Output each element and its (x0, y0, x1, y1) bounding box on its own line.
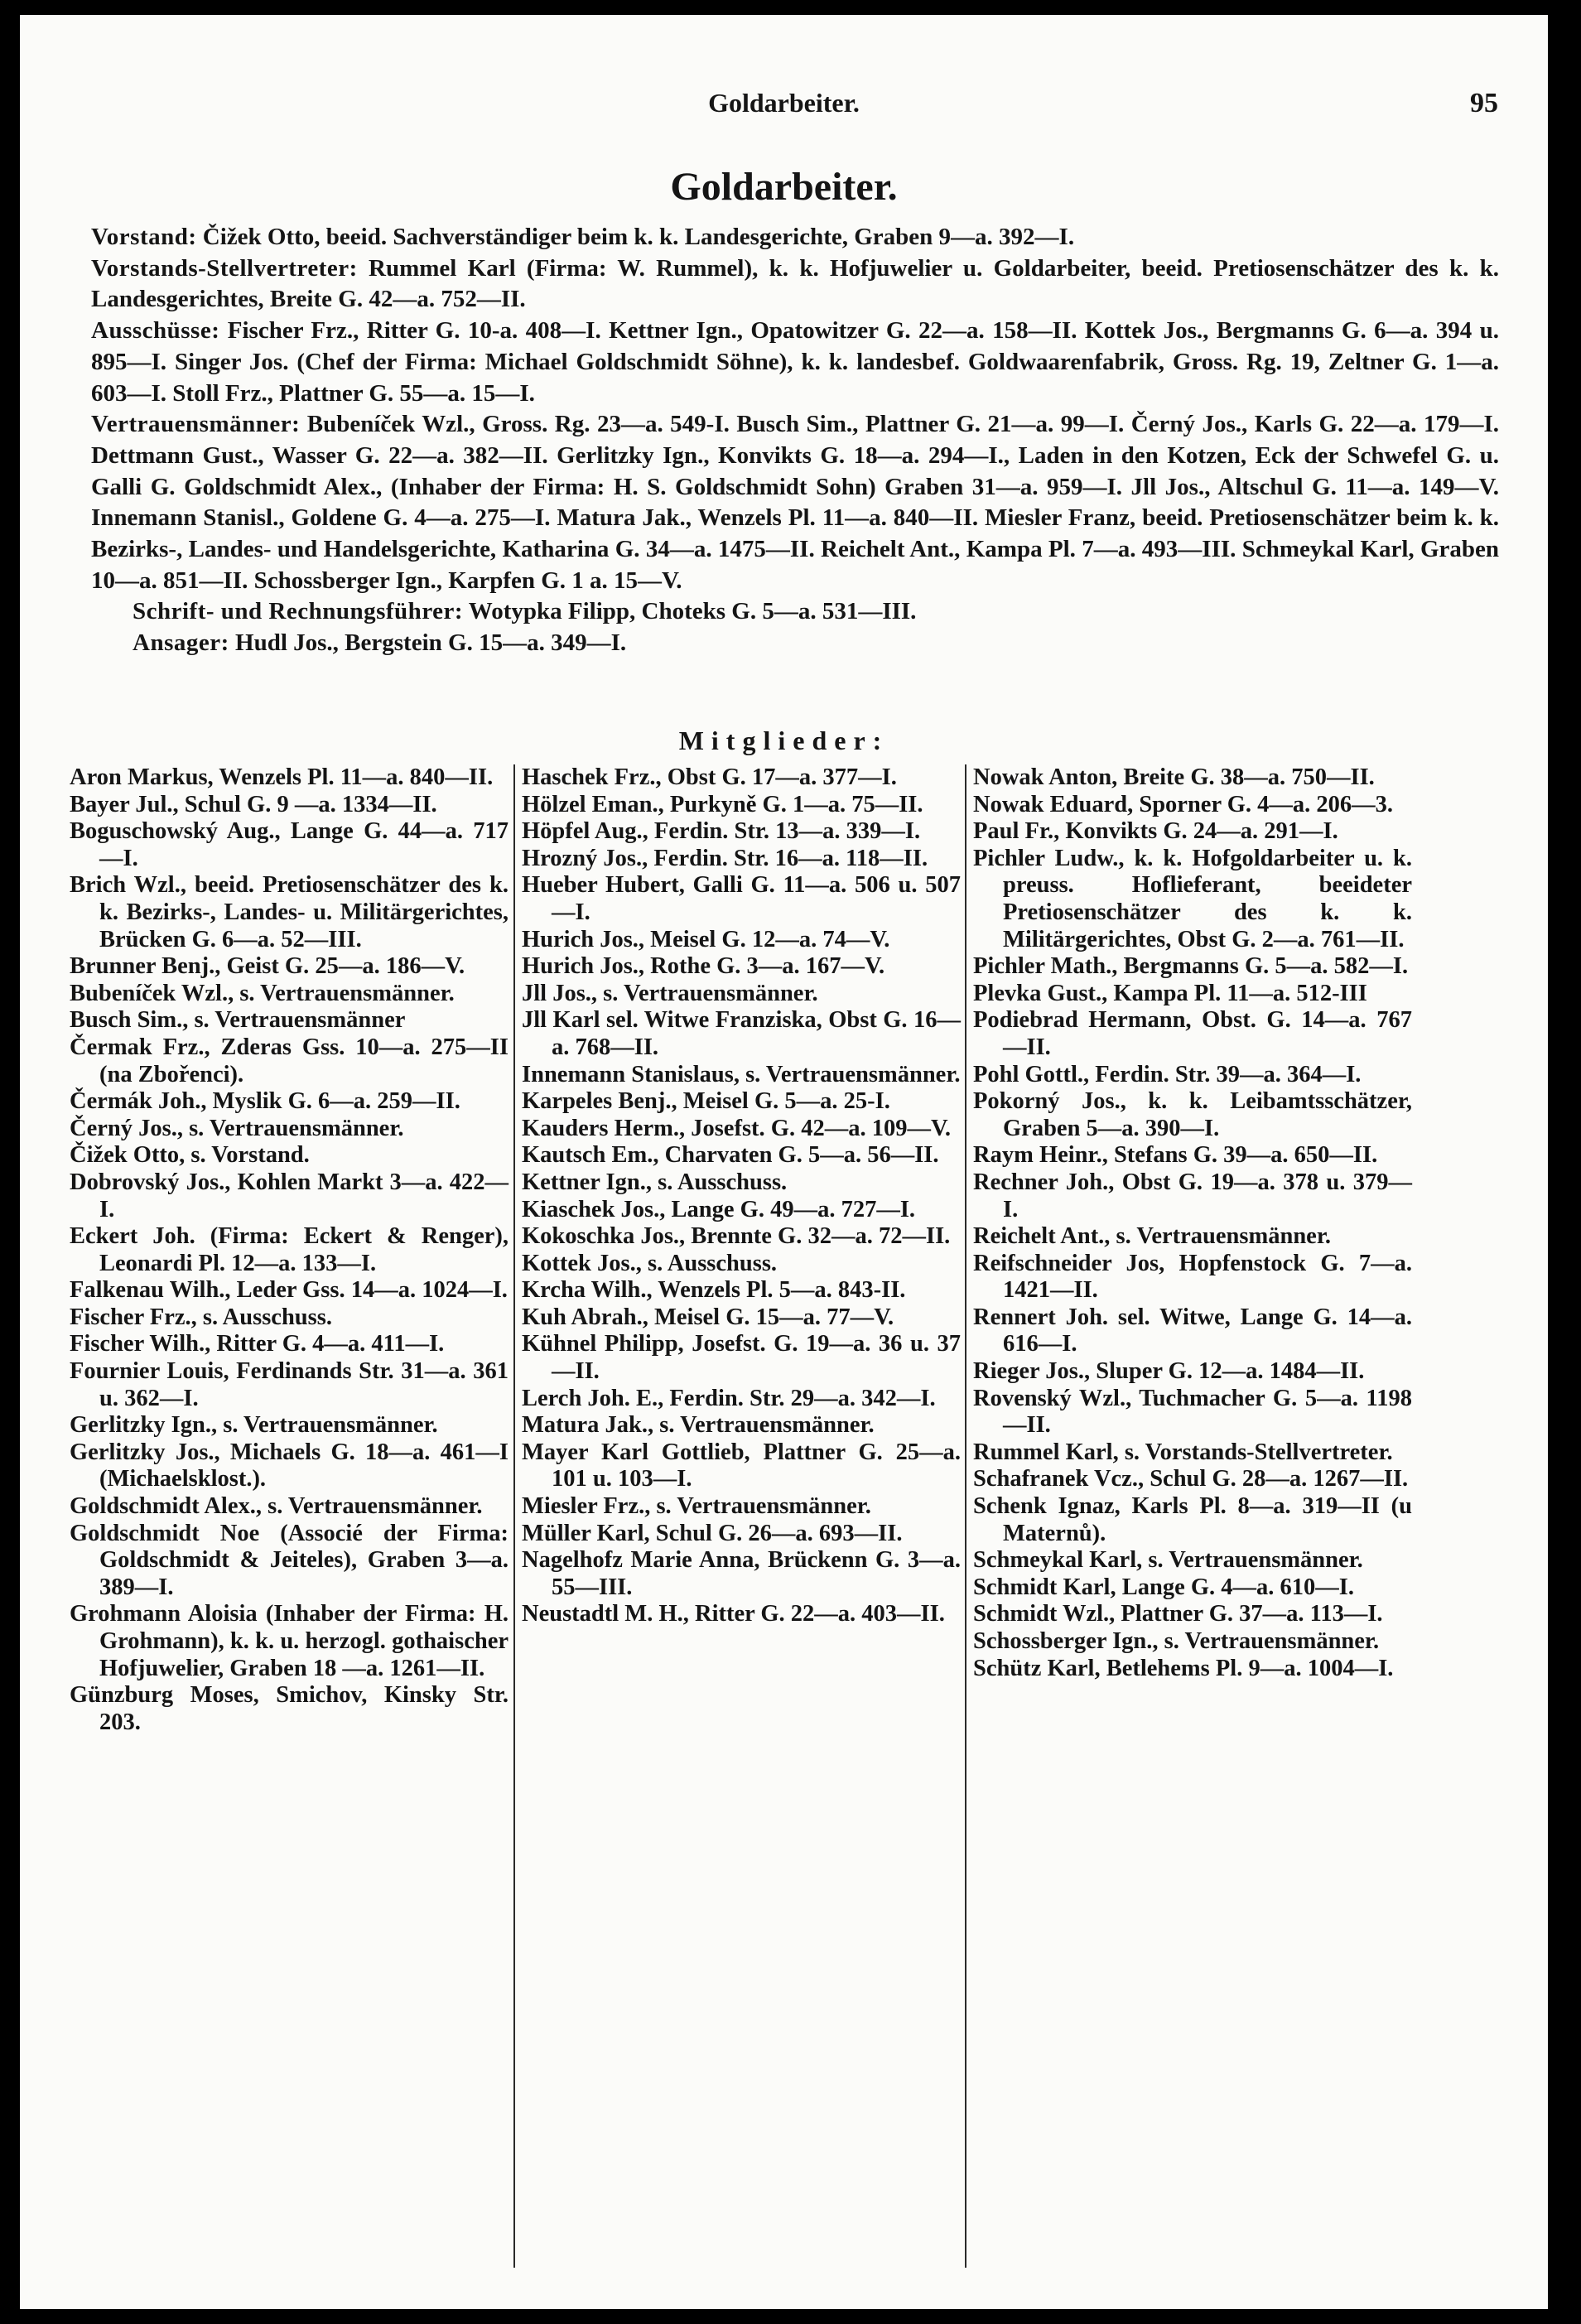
member-entry: Fournier Louis, Ferdinands Str. 31—a. 361 u. 362—I. (70, 1358, 509, 1411)
member-entry: Schmidt Karl, Lange G. 4—a. 610—I. (973, 1574, 1354, 1600)
member-entry: Schenk Ignaz, Karls Pl. 8—a. 319—II (u Maternů). (973, 1493, 1412, 1546)
member-entry: Goldschmidt Noe (Associé der Firma: Goldschmidt & Jeiteles), Graben 3—a. 389—I. (70, 1520, 509, 1600)
member-entry: Gerlitzky Ign., s. Vertrauensmänner. (70, 1412, 438, 1439)
members-column-1 (70, 764, 509, 1736)
member-entry: Rechner Joh., Obst G. 19—a. 378 u. 379—I. (973, 1169, 1412, 1222)
member-entry: Schafranek Vcz., Schul G. 28—a. 1267—II. (973, 1466, 1409, 1492)
board-entry (91, 316, 1499, 409)
directory-page (20, 15, 1548, 2309)
board-label: Ansager: (133, 629, 229, 657)
board-text: Čižek Otto, beeid. Sachverständiger beim k. k. Landesgerichte, Graben 9—a. 392—I. (202, 224, 1075, 250)
member-entry: Haschek Frz., Obst G. 17—a. 377—I. (522, 764, 897, 790)
member-entry: Fischer Wilh., Ritter G. 4—a. 411—I. (70, 1331, 445, 1357)
member-entry: Goldschmidt Alex., s. Vertrauensmänner. (70, 1493, 483, 1520)
member-entry: Gerlitzky Jos., Michaels G. 18—a. 461—I (Michaelsklost.). (70, 1439, 509, 1492)
member-entry: Kautsch Em., Charvaten G. 5—a. 56—II. (522, 1142, 939, 1169)
member-entry: Jll Karl sel. Witwe Franziska, Obst G. 16—a. 768—II. (522, 1007, 961, 1060)
board-of-guild (91, 222, 1499, 659)
members-column-2 (522, 764, 961, 1628)
member-entry: Falkenau Wilh., Leder Gss. 14—a. 1024—I. (70, 1277, 508, 1304)
member-entry: Reifschneider Jos, Hopfenstock G. 7—a. 1421—II. (973, 1250, 1412, 1304)
member-entry: Černý Jos., s. Vertrauensmänner. (70, 1115, 404, 1141)
member-entry: Jll Jos., s. Vertrauensmänner. (522, 980, 818, 1006)
member-entry: Hueber Hubert, Galli G. 11—a. 506 u. 507—I. (522, 872, 961, 925)
member-entry: Bubeníček Wzl., s. Vertrauensmänner. (70, 980, 455, 1006)
member-entry: Günzburg Moses, Smichov, Kinsky Str. 203. (70, 1682, 509, 1735)
board-label: Schrift- und Rechnungsführer: (133, 598, 464, 625)
member-entry: Innemann Stanislaus, s. Vertrauensmänner. (522, 1061, 961, 1087)
member-entry: Fischer Frz., s. Ausschuss. (70, 1304, 332, 1330)
member-entry: Podiebrad Hermann, Obst. G. 14—a. 767—II. (973, 1007, 1412, 1060)
board-label: Vertrauensmänner: (91, 411, 301, 438)
board-entry (91, 628, 1499, 659)
member-entry: Rovenský Wzl., Tuchmacher G. 5—a. 1198—II. (973, 1385, 1412, 1439)
member-entry: Kokoschka Jos., Brennte G. 32—a. 72—II. (522, 1223, 951, 1250)
member-entry: Dobrovský Jos., Kohlen Markt 3—a. 422—I. (70, 1169, 509, 1222)
member-entry: Nowak Anton, Breite G. 38—a. 750—II. (973, 764, 1375, 790)
member-entry: Plevka Gust., Kampa Pl. 11—a. 512-III (973, 980, 1367, 1006)
member-entry: Čermak Frz., Zderas Gss. 10—a. 275—II (na Zbořenci). (70, 1034, 509, 1087)
column-rule (965, 764, 966, 2268)
board-entry (91, 596, 1499, 628)
member-entry: Aron Markus, Wenzels Pl. 11—a. 840—II. (70, 764, 494, 790)
member-entry: Schmeykal Karl, s. Vertrauensmänner. (973, 1547, 1363, 1574)
member-entry: Schossberger Ign., s. Vertrauensmänner. (973, 1628, 1380, 1654)
member-entry: Raym Heinr., Stefans G. 39—a. 650—II. (973, 1142, 1378, 1169)
member-entry: Brunner Benj., Geist G. 25—a. 186—V. (70, 953, 465, 980)
member-entry: Kauders Herm., Josefst. G. 42—a. 109—V. (522, 1115, 951, 1141)
member-entry: Mayer Karl Gottlieb, Plattner G. 25—a. 101 u. 103—I. (522, 1439, 961, 1492)
member-entry: Nagelhofz Marie Anna, Brückenn G. 3—a. 55—III. (522, 1547, 961, 1600)
member-entry: Rummel Karl, s. Vorstands-Stellvertreter. (973, 1439, 1393, 1465)
member-entry: Eckert Joh. (Firma: Eckert & Renger), Leonardi Pl. 12—a. 133—I. (70, 1223, 509, 1276)
members-column-3 (973, 764, 1412, 1682)
member-entry: Lerch Joh. E., Ferdin. Str. 29—a. 342—I. (522, 1385, 936, 1411)
board-label: Vorstand: (91, 224, 197, 250)
board-text: Fischer Frz., Ritter G. 10-a. 408—I. Kettner Ign., Opatowitzer G. 22—a. 158—II. Kottek Jos., Bergmanns G. 6—a. 394 u. 895—I. Singer Jos. (Chef der Firma: Michael Goldschmidt Söhne), k. k. landesbef. Goldwaarenfabrik, Gross. Rg. 19, Zeltner G. 1—a. 603—I. Stoll Frz., Plattner G. 55—a. 15—I. (91, 317, 1500, 407)
member-entry: Miesler Frz., s. Vertrauensmänner. (522, 1493, 871, 1520)
member-entry: Pichler Math., Bergmanns G. 5—a. 582—I. (973, 953, 1409, 980)
member-entry: Reichelt Ant., s. Vertrauensmänner. (973, 1223, 1331, 1250)
member-entry: Kettner Ign., s. Ausschuss. (522, 1169, 788, 1195)
member-entry: Busch Sim., s. Vertrauensmänner (70, 1007, 406, 1034)
member-entry: Pohl Gottl., Ferdin. Str. 39—a. 364—I. (973, 1061, 1362, 1087)
board-text: Bubeníček Wzl., Gross. Rg. 23—a. 549-I. Busch Sim., Plattner G. 21—a. 99—I. Černý Jos., Karls G. 22—a. 179—I. Dettmann Gust., Wasser G. 22—a. 382—II. Gerlitzky Ign., Konvikts G. 18—a. 294—I., Laden in den Kotzen, Eck der Schwefel G. u. Galli G. Goldschmidt Alex., (Inhaber der Firma: H. S. Goldschmidt Sohn) Graben 31—a. 959—I. Jll Jos., Altschul G. 11—a. 149—V. Innemann Stanisl., Goldene G. 4—a. 275—I. Matura Jak., Wenzels Pl. 11—a. 840—II. Miesler Franz, beeid. Pretiosenschätzer beim k. k. Bezirks-, Landes- und Handelsgerichte, Katharina G. 34—a. 1475—II. Reichelt Ant., Kampa Pl. 7—a. 493—III. Schmeykal Karl, Graben 10—a. 851—II. Schossberger Ign., Karpfen G. 1 a. 15—V. (91, 411, 1500, 594)
member-entry: Rieger Jos., Sluper G. 12—a. 1484—II. (973, 1358, 1365, 1385)
board-entry (91, 253, 1499, 316)
board-label: Ausschüsse: (91, 317, 220, 345)
member-entry: Schmidt Wzl., Plattner G. 37—a. 113—I. (973, 1601, 1383, 1627)
member-entry: Matura Jak., s. Vertrauensmänner. (522, 1412, 875, 1439)
running-header (20, 88, 1548, 129)
member-entry: Kottek Jos., s. Ausschuss. (522, 1250, 778, 1276)
page-number: 95 (1470, 88, 1498, 118)
member-entry: Bayer Jul., Schul G. 9 —a. 1334—II. (70, 791, 437, 817)
member-entry: Hurich Jos., Rothe G. 3—a. 167—V. (522, 953, 885, 980)
board-text: Wotypka Filipp, Choteks G. 5—a. 531—III. (468, 598, 917, 625)
member-entry: Čižek Otto, s. Vorstand. (70, 1142, 310, 1169)
member-entry: Schütz Karl, Betlehems Pl. 9—a. 1004—I. (973, 1655, 1394, 1681)
member-entry: Hölzel Eman., Purkyně G. 1—a. 75—II. (522, 791, 923, 817)
column-rule (513, 764, 515, 2268)
member-entry: Höpfel Aug., Ferdin. Str. 13—a. 339—I. (522, 818, 921, 845)
members-heading: Mitglieder: (678, 726, 889, 755)
member-entry: Brich Wzl., beeid. Pretiosenschätzer des k. k. Bezirks-, Landes- u. Militärgerichtes, Brücken G. 6—a. 52—III. (70, 872, 509, 952)
member-entry: Karpeles Benj., Meisel G. 5—a. 25-I. (522, 1088, 890, 1115)
member-entry: Müller Karl, Schul G. 26—a. 693—II. (522, 1520, 903, 1546)
member-entry: Pokorný Jos., k. k. Leibamtsschätzer, Graben 5—a. 390—I. (973, 1088, 1412, 1141)
running-title: Goldarbeiter. (708, 88, 860, 118)
member-entry: Grohmann Aloisia (Inhaber der Firma: H. Grohmann), k. k. u. herzogl. gothaischer Hofjuwelier, Graben 18 —a. 1261—II. (70, 1601, 509, 1681)
member-entry: Čermák Joh., Myslik G. 6—a. 259—II. (70, 1088, 460, 1115)
board-entry (91, 222, 1499, 253)
member-entry: Krcha Wilh., Wenzels Pl. 5—a. 843-II. (522, 1277, 906, 1304)
member-entry: Paul Fr., Konvikts G. 24—a. 291—I. (973, 818, 1338, 845)
member-entry: Kuh Abrah., Meisel G. 15—a. 77—V. (522, 1304, 894, 1330)
member-entry: Hrozný Jos., Ferdin. Str. 16—a. 118—II. (522, 845, 928, 871)
member-entry: Kühnel Philipp, Josefst. G. 19—a. 36 u. 37—II. (522, 1331, 961, 1385)
board-text: Hudl Jos., Bergstein G. 15—a. 349—I. (235, 629, 627, 657)
board-label: Vorstands-Stellvertreter: (91, 254, 358, 282)
member-entry: Pichler Ludw., k. k. Hofgoldarbeiter u. k. preuss. Hoflieferant, beeideter Pretiosenschätzer des k. k. Militärgerichtes, Obst G. 2—a. 761—II. (973, 845, 1412, 952)
section-title: Goldarbeiter. (670, 165, 898, 209)
member-entry: Boguschowský Aug., Lange G. 44—a. 717—I. (70, 818, 509, 871)
member-entry: Hurich Jos., Meisel G. 12—a. 74—V. (522, 926, 890, 952)
member-entry: Rennert Joh. sel. Witwe, Lange G. 14—a. 616—I. (973, 1304, 1412, 1357)
member-entry: Neustadtl M. H., Ritter G. 22—a. 403—II. (522, 1601, 945, 1627)
member-entry: Kiaschek Jos., Lange G. 49—a. 727—I. (522, 1196, 916, 1222)
board-text: Rummel Karl (Firma: W. Rummel), k. k. Hofjuwelier u. Goldarbeiter, beeid. Pretiosenschätzer des k. k. Landesgerichtes, Breite G. 42—a. 752—II. (91, 254, 1500, 313)
board-entry (91, 409, 1499, 596)
member-entry: Nowak Eduard, Sporner G. 4—a. 206—3. (973, 791, 1394, 817)
